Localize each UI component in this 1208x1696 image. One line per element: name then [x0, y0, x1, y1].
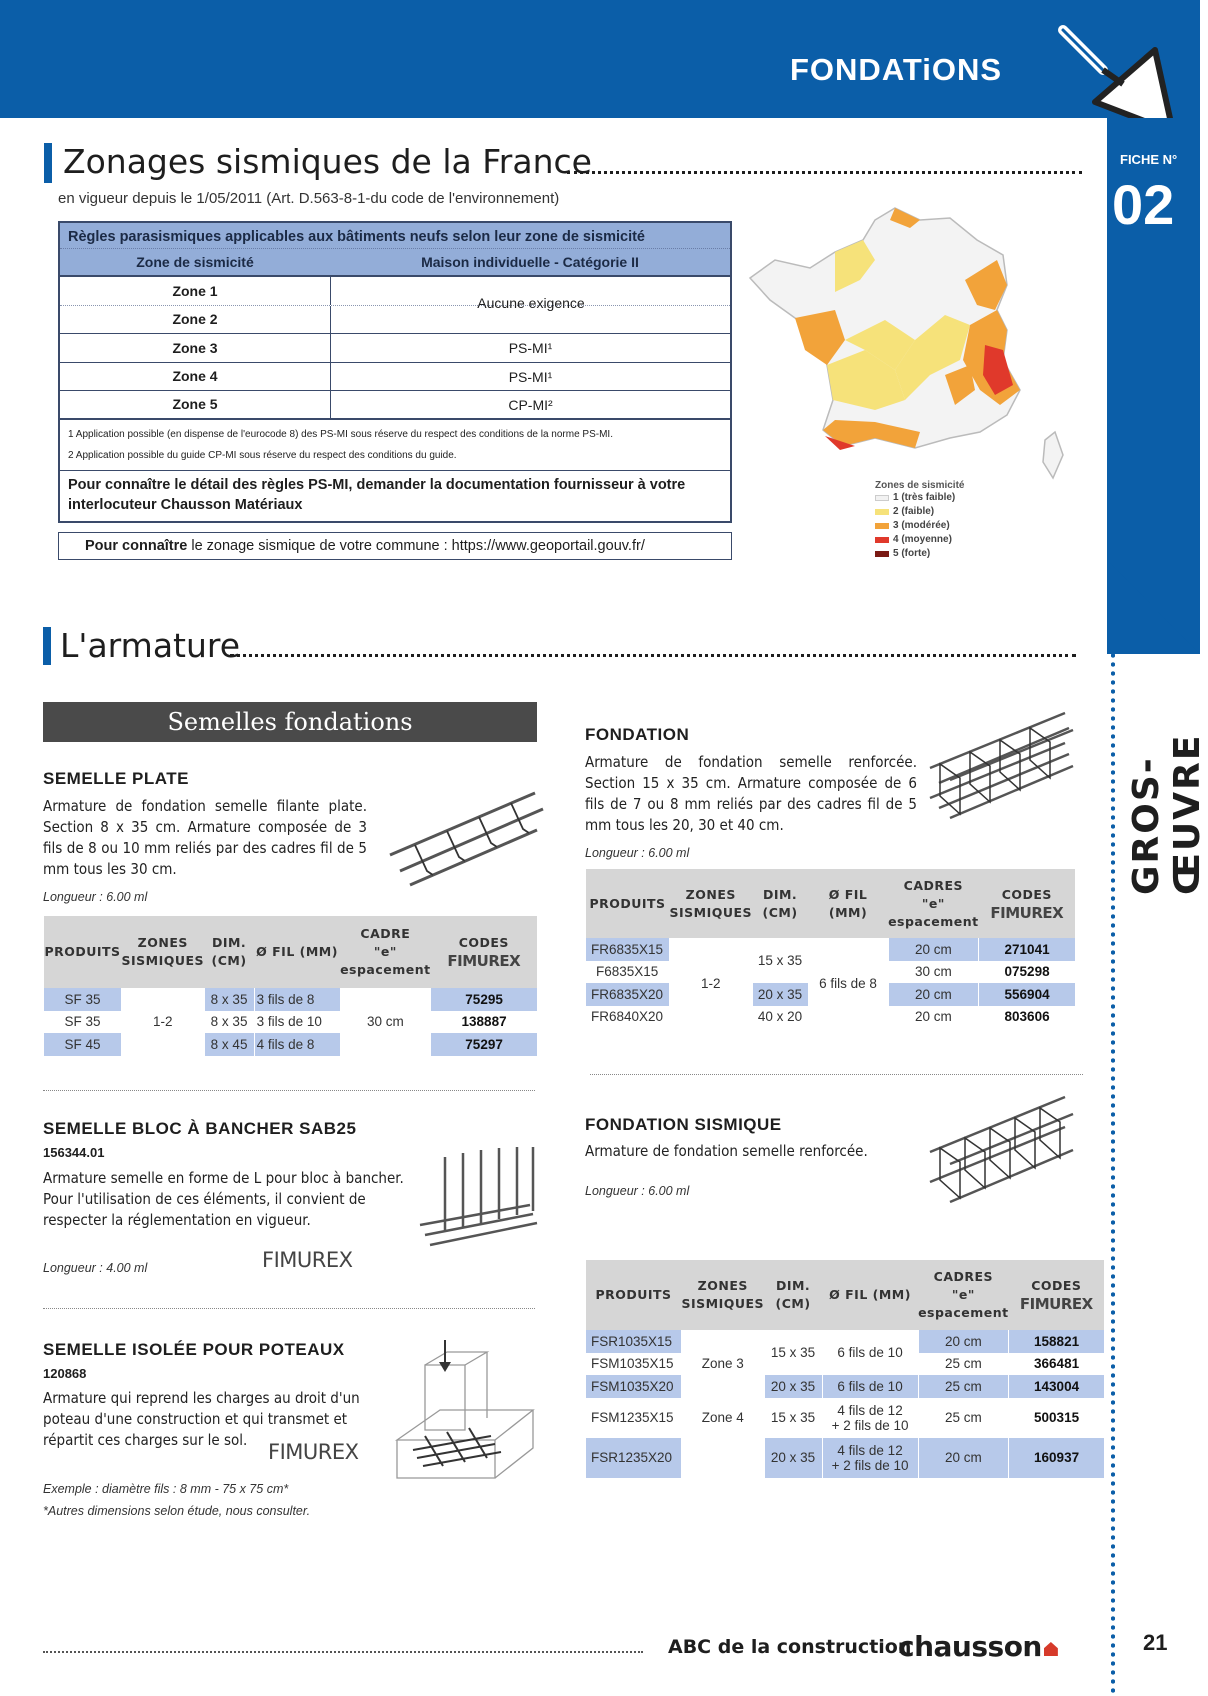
merged-rule: Aucune exigence [477, 295, 585, 311]
heading-dots [230, 654, 1076, 657]
fimurex-logo: FIMUREX [268, 1440, 359, 1464]
fondation-desc: Armature de fondation semelle renforcée. Section 15 x 35 cm. Armature composée de 6 fils de 7 ou 8 mm reliés par des cadres fil de 5 mm tous les 20, 30 et 40 cm. [585, 753, 917, 834]
table-row: SF 45 8 x 45 4 fils de 8 75297 [44, 1033, 538, 1056]
fondation-title: FONDATION [585, 725, 690, 744]
armature-title: L'armature [60, 626, 241, 665]
col-zone: Zone de sismicité [136, 254, 254, 270]
table-row: FR6840X20 40 x 20 20 cm 803606 [586, 1006, 1076, 1029]
sismique-image [925, 1092, 1075, 1210]
isolee-code: 120868 [43, 1366, 87, 1381]
top-banner [0, 0, 1200, 118]
fimurex-logo: FIMUREX [990, 903, 1064, 922]
legend-swatch [875, 537, 889, 543]
sismique-title: FONDATION SISMIQUE [585, 1115, 782, 1134]
table-caption: Règles parasismiques applicables aux bâtiments neufs selon leur zone de sismicité [60, 223, 730, 249]
table-row: SF 35 1-2 8 x 35 3 fils de 8 30 cm 75295 [44, 988, 538, 1011]
legend-swatch [875, 551, 889, 557]
legend-swatch [875, 523, 889, 529]
isolee-desc: Armature qui reprend les charges au droit d'un poteau d'une construction et qui transmet et répartit ces charges sur le sol. [43, 1389, 360, 1449]
legend-swatch [875, 495, 889, 501]
sismique-table: PRODUITS ZONES SISMIQUES DIM. (CM) Ø FIL (MM) CADRES "e" espacement CODES FIMUREX FSR1035X15 Zone 3 15 x 35 6 fils de 10 20 cm 158821 FSM1035X15 25 cm 366481 FSM1035X20 20 x 35 6 fils de 10 25 cm 143004 FSM1235X15 Zone 4 15 x 35 4 fils de 12 + 2 fils de 10 25 cm 500315 FSR1235X20 20 x 35 4 fils de 12 + 2 fils de 10 20 cm 160937 [585, 1260, 1104, 1478]
isolee-title: SEMELLE ISOLÉE POUR POTEAUX [43, 1340, 345, 1359]
side-title: GROS-ŒUVRE [1126, 733, 1208, 895]
bloc-code: 156344.01 [43, 1145, 105, 1160]
separator [43, 1308, 535, 1309]
isolee-example: Exemple : diamètre fils : 8 mm - 75 x 75 cm* [43, 1482, 289, 1496]
separator [43, 1090, 535, 1091]
bloc-image [415, 1145, 540, 1250]
bloc-desc: Armature semelle en forme de L pour bloc à bancher. Pour l'utilisation de ces éléments, il convient de respecter la réglementation en vigueur. [43, 1169, 404, 1229]
fimurex-logo: FIMUREX [447, 952, 521, 970]
heading-bar [43, 627, 51, 665]
table-row: FR6835X15 1-2 15 x 35 6 fils de 8 20 cm 271041 [586, 938, 1076, 961]
table-row: F6835X15 30 cm 075298 [586, 961, 1076, 984]
table-row: FSR1035X15 Zone 3 15 x 35 6 fils de 10 20 cm 158821 [586, 1330, 1105, 1353]
table-note: Pour connaître le détail des règles PS-MI, demander la documentation fournisseur à votre interlocuteur Chausson Matériaux [60, 470, 730, 521]
map-legend: Zones de sismicité 1 (très faible) 2 (faible) 3 (modérée) 4 (moyenne) 5 (forte) [875, 480, 965, 559]
seismic-map [745, 200, 1090, 580]
table-row: Zone 2 [60, 306, 730, 335]
zonage-title: Zonages sismiques de la France [63, 142, 592, 181]
geoportail-box: Pour connaître le zonage sismique de votre commune : https://www.geoportail.gouv.fr/ [58, 532, 732, 560]
table-row: FR6835X20 20 x 35 20 cm 556904 [586, 983, 1076, 1006]
isolee-image [395, 1340, 535, 1482]
footnote-1: 1 Application possible (en dispense de l'eurocode 8) des PS-MI sous réserve du respect des conditions de la norme PS-MI. [68, 428, 613, 440]
table-row: FSM1035X15 25 cm 366481 [586, 1353, 1105, 1376]
footnote-2: 2 Application possible du guide CP-MI sous réserve du respect des conditions du guide. [68, 449, 457, 461]
heading-bar [44, 143, 52, 183]
geoportail-link[interactable]: le zonage sismique de votre commune : https://www.geoportail.gouv.fr/ [187, 538, 645, 554]
page-number: 21 [1143, 1630, 1168, 1655]
fiche-label: FICHE N° [1120, 152, 1178, 167]
table-row: Zone 3 PS-MI¹ [60, 334, 730, 363]
footer-dots [43, 1651, 643, 1653]
table-row: FSM1235X15 Zone 4 15 x 35 4 fils de 12 + 2 fils de 10 25 cm 500315 [586, 1398, 1105, 1438]
zonage-subtitle: en vigueur depuis le 1/05/2011 (Art. D.563-8-1-du code de l'environnement) [58, 190, 560, 207]
semelles-banner: Semelles fondations [43, 702, 537, 742]
seismic-rules-table [58, 221, 732, 523]
chausson-logo: chausson [898, 1630, 1058, 1663]
table-row: Zone 5 CP-MI² [60, 391, 730, 420]
table-row: FSM1035X20 20 x 35 6 fils de 10 25 cm 143004 [586, 1375, 1105, 1398]
col-maison: Maison individuelle - Catégorie II [421, 254, 639, 270]
table-row: SF 35 8 x 35 3 fils de 10 138887 [44, 1011, 538, 1034]
bloc-length: Longueur : 4.00 ml [43, 1261, 148, 1275]
sidebar-tab-point [1107, 560, 1200, 654]
vertical-dotted-line [1111, 570, 1115, 1696]
house-icon [1044, 1642, 1058, 1656]
table-row: FSR1235X20 20 x 35 4 fils de 12 + 2 fils de 10 20 cm 160937 [586, 1438, 1105, 1478]
legend-swatch [875, 509, 889, 515]
isolee-note: *Autres dimensions selon étude, nous consulter. [43, 1504, 311, 1518]
section-title: FONDATiONS [790, 52, 1003, 87]
sismique-length: Longueur : 6.00 ml [585, 1184, 690, 1198]
footer-abc: ABC de la construction [668, 1636, 912, 1658]
table-row: Zone 1 [60, 277, 730, 306]
bloc-title: SEMELLE BLOC À BANCHER SAB25 [43, 1119, 357, 1138]
semelle-plate-length: Longueur : 6.00 ml [43, 890, 148, 904]
heading-dots [567, 171, 1082, 174]
semelle-plate-image [385, 775, 545, 890]
fondation-table: PRODUITS ZONES SISMIQUES DIM. (CM) Ø FIL (MM) CADRES "e" espacement CODES FIMUREX FR6835X15 1-2 15 x 35 6 fils de 8 20 cm 271041 F6835X15 30 cm 075298 FR6835X20 20 x 35 20 cm 556904 FR6840X20 40 x 20 20 cm 803606 [585, 869, 1075, 1028]
separator [590, 1074, 1083, 1075]
table-row: Zone 4 PS-MI¹ [60, 363, 730, 392]
fiche-number: 02 [1112, 173, 1175, 236]
fimurex-logo: FIMUREX [262, 1248, 353, 1272]
fondation-length: Longueur : 6.00 ml [585, 846, 690, 860]
semelle-plate-desc: Armature de fondation semelle filante plate. Section 8 x 35 cm. Armature composée de 3 fils de 8 ou 10 mm reliés par des cadres fil de 5 mm tous les 30 cm. [43, 797, 367, 878]
sismique-desc: Armature de fondation semelle renforcée. [585, 1142, 868, 1160]
fimurex-logo: FIMUREX [1019, 1295, 1093, 1313]
semelle-plate-title: SEMELLE PLATE [43, 769, 189, 788]
semelle-plate-table: PRODUITS ZONES SISMIQUES DIM. (CM) Ø FIL (MM) CADRE "e" espacement CODES FIMUREX SF 35 1-2 8 x 35 3 fils de 8 30 cm 75295 SF 35 8 x 35 3 fils de 10 138887 SF 45 8 x 45 4 fils de 8 75297 [43, 916, 537, 1056]
fondation-image [925, 708, 1075, 826]
